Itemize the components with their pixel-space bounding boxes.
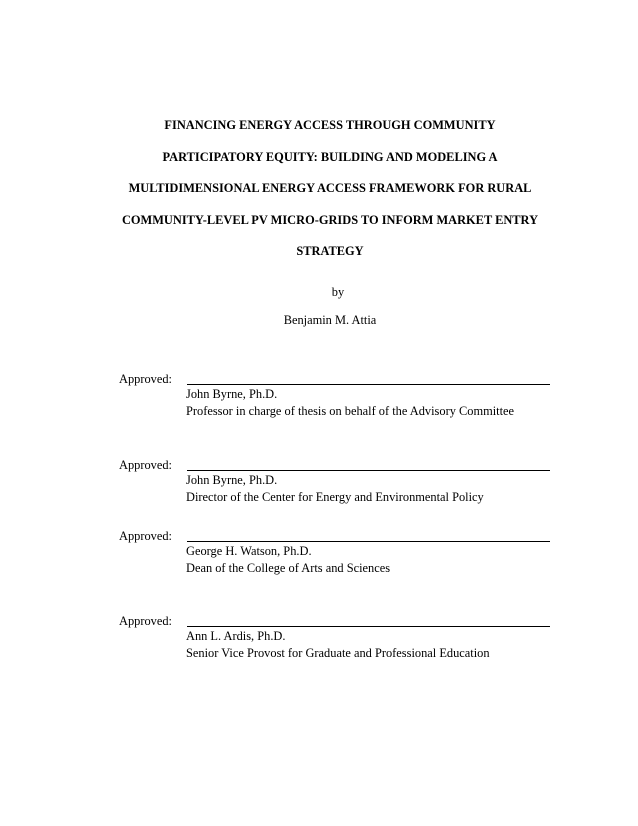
- approved-label: Approved:: [119, 614, 172, 628]
- signature-line: [187, 384, 550, 385]
- approver-role: Senior Vice Provost for Graduate and Professional Education: [186, 646, 490, 660]
- approver-name: Ann L. Ardis, Ph.D.: [186, 629, 286, 643]
- signature-line: [187, 470, 550, 471]
- author-name: Benjamin M. Attia: [283, 313, 377, 327]
- by-label: by: [331, 285, 345, 299]
- title-line-4: COMMUNITY-LEVEL PV MICRO-GRIDS TO INFORM MARKET ENTRY: [121, 212, 539, 227]
- approver-name: John Byrne, Ph.D.: [186, 473, 278, 487]
- approver-role: Professor in charge of thesis on behalf of the Advisory Committee: [186, 404, 515, 418]
- signature-line: [187, 626, 550, 627]
- approver-name: John Byrne, Ph.D.: [186, 387, 278, 401]
- title-line-2: PARTICIPATORY EQUITY: BUILDING AND MODELING A: [162, 149, 498, 164]
- approved-label: Approved:: [119, 372, 172, 386]
- approver-role: Dean of the College of Arts and Sciences: [186, 561, 391, 575]
- approver-name: George H. Watson, Ph.D.: [186, 544, 312, 558]
- approved-label: Approved:: [119, 458, 172, 472]
- thesis-title: [110, 110, 550, 268]
- title-line-1: FINANCING ENERGY ACCESS THROUGH COMMUNITY: [164, 118, 496, 132]
- approver-details: [186, 543, 390, 577]
- approver-details: [186, 386, 514, 420]
- approved-label: Approved:: [119, 529, 172, 543]
- title-line-3: MULTIDIMENSIONAL ENERGY ACCESS FRAMEWORK FOR RURAL: [128, 181, 532, 195]
- approver-details: [186, 628, 490, 662]
- approver-details: [186, 472, 484, 506]
- title-line-5: STRATEGY: [296, 244, 364, 258]
- signature-line: [187, 541, 550, 542]
- approver-role: Director of the Center for Energy and Environmental Policy: [186, 490, 484, 504]
